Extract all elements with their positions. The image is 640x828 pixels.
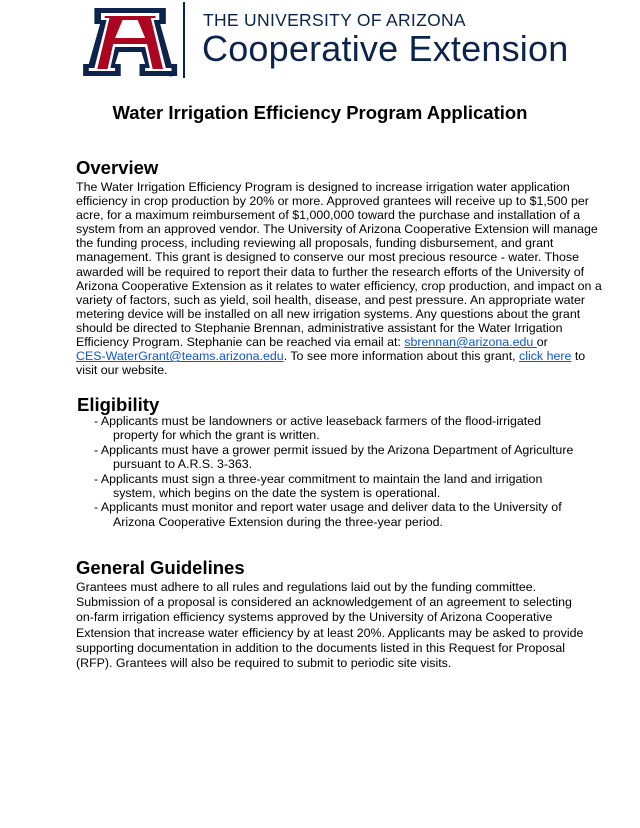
overview-line: acre, for a maximum reimbursement of $1,000,000 toward the purchase and installation of a	[76, 208, 581, 223]
email-link-sbrennan[interactable]: sbrennan@arizona.edu	[404, 335, 537, 350]
university-of-arizona-logo	[82, 4, 178, 78]
document-title: Water Irrigation Efficiency Program Application	[112, 102, 528, 123]
overview-line: efficiency in crop production by 20% or more. Approved grantees will receive up to $1,500 per	[76, 194, 589, 209]
overview-paragraph	[76, 180, 602, 378]
overview-line: should be directed to Stephanie Brennan, administrative assistant for the Water Irrigation	[76, 320, 563, 335]
overview-contact-line	[76, 335, 572, 349]
cooperative-extension-wordmark: Cooperative Extension	[202, 28, 569, 69]
eligibility-item: - Applicants must be landowners or active leaseback farmers of the flood-irrigated	[94, 414, 541, 428]
or-text: or	[536, 335, 548, 350]
email-link-ces-watergrant[interactable]: CES-WaterGrant@teams.arizona.edu	[76, 349, 284, 364]
overview-line: system from an approved vendor. The University of Arizona Cooperative Extension will manage	[76, 222, 598, 237]
guidelines-line: (RFP). Grantees will also be required to submit to periodic site visits.	[76, 655, 452, 670]
eligibility-item-continued: pursuant to A.R.S. 3-363.	[113, 457, 253, 472]
eligibility-item-continued: property for which the grant is written.	[113, 428, 320, 443]
to-text: to	[571, 349, 586, 364]
eligibility-item: - Applicants must sign a three-year commitment to maintain the land and irrigation	[94, 471, 543, 486]
more-info-text: . To see more information about this grant,	[283, 349, 520, 364]
overview-line: variety of factors, such as yield, soil health, disease, and pest pressure. An appropriate water	[76, 292, 585, 307]
overview-line: Arizona Cooperative Extension as it relates to water efficiency, crop production, and impact on a	[76, 278, 602, 293]
university-name: THE UNIVERSITY OF ARIZONA	[203, 10, 466, 30]
registered-mark: ®	[168, 72, 174, 78]
guidelines-line: Submission of a proposal is considered an acknowledgement of an agreement to selecting	[76, 595, 572, 610]
eligibility-item: - Applicants must have a grower permit issued by the Arizona Department of Agriculture	[94, 442, 574, 457]
contact-text: Efficiency Program. Stephanie can be reached via email at:	[76, 335, 405, 350]
overview-line: management. This grant is designed to conserve our most precious resource - water. Those	[76, 250, 579, 265]
click-here-link[interactable]: click here	[519, 349, 572, 364]
guidelines-paragraph	[76, 580, 584, 671]
letterhead	[0, 0, 640, 90]
overview-email-line	[76, 349, 586, 364]
eligibility-list	[94, 414, 574, 529]
overview-line: The Water Irrigation Efficiency Program is designed to increase irrigation water application	[76, 180, 570, 194]
overview-line: visit our website.	[76, 363, 168, 378]
overview-line: the funding process, including reviewing all proposals, funding disbursement, and grant	[76, 236, 554, 251]
eligibility-item-continued: Arizona Cooperative Extension during the three-year period.	[113, 514, 443, 529]
eligibility-item: - Applicants must monitor and report water usage and deliver data to the University of	[94, 500, 562, 515]
overview-heading: Overview	[76, 157, 159, 178]
guidelines-line: Extension that increase water efficiency by at least 20%. Applicants may be asked to provide	[76, 625, 584, 640]
overview-line: metering device will be installed on all new irrigation systems. Any questions about the grant	[76, 306, 581, 321]
guidelines-line: on-farm irrigation efficiency systems approved by the University of Arizona Cooperative	[76, 610, 553, 625]
overview-line: awarded will be required to report their data to further the research efforts of the University of	[76, 264, 585, 279]
logo-divider	[183, 2, 185, 78]
eligibility-item-continued: system, which begins on the date the system is operational.	[113, 485, 441, 500]
guidelines-heading: General Guidelines	[76, 557, 245, 578]
guidelines-line: supporting documentation in addition to the documents listed in this Request for Proposal	[76, 640, 566, 655]
guidelines-line: Grantees must adhere to all rules and regulations laid out by the funding committee.	[76, 580, 537, 594]
eligibility-heading: Eligibility	[77, 394, 160, 415]
